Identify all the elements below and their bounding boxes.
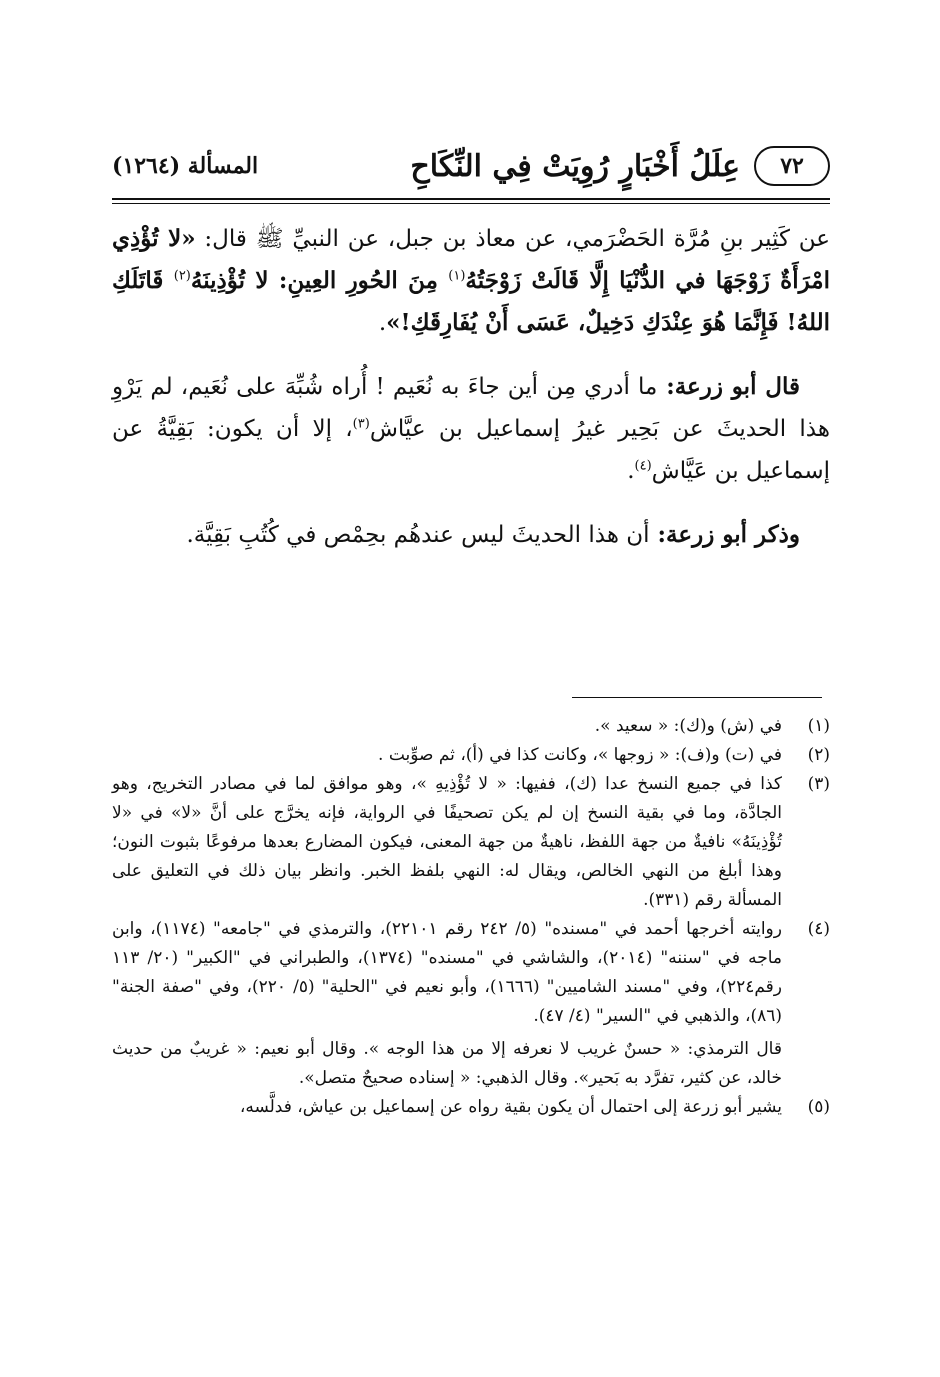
header-rule — [112, 198, 830, 200]
footnote-ref-1[interactable]: (١) — [448, 268, 466, 284]
hadith-end: . — [378, 310, 387, 336]
speaker-abu-zurah-2: وذكر أبو زرعة: — [649, 521, 800, 548]
footnote-text: كذا في جميع النسخ عدا (ك)، ففيها: « لا تُؤْذِيهِ »، وهو موافق لما في مصادر التخريج، وهو الجادَّة، وما في بقية النسخ إن لم يكن تصحيفًا في الرواية، فإنه يخرَّج على أنَّ «لا» في «لا تُؤْذِينَهُ» نافيةٌ من جهة اللفظ، ناهيةٌ من جهة المعنى، فيكون المضارع بعدها مرفوعًا بثبوت النون؛ وهذا أبلغ من النهي الخالص، ويقال له: النهي بلفظ الخبر. وانظر بيان ذلك في التعليق على المسألة رقم (٣٣١). — [112, 774, 782, 910]
header-rule-thin — [112, 203, 830, 204]
footnote-text: في (ت) و(ف): « زوجها »، وكانت كذا في (أ)، ثم صوِّبت . — [378, 745, 782, 765]
paragraph-abu-zurah-2 — [112, 514, 830, 556]
footnote-text: في (ش) و(ك): « سعيد ». — [594, 716, 782, 736]
running-header — [112, 140, 830, 192]
footnote-number: (٣) — [807, 774, 830, 794]
main-text — [112, 218, 830, 556]
footnote-2 — [112, 741, 830, 770]
page-number-badge: ٧٢ — [754, 146, 830, 186]
footnote-number: (٤) — [807, 919, 830, 939]
footnote-text-continued: قال الترمذي: « حسنٌ غريب لا نعرفه إلا من هذا الوجه ». وقال أبو نعيم: « غريبٌ من حديث خالد، عن كثير، تفرَّد به بَحير». وقال الذهبي: « إسناده صحيحٌ متصل». — [112, 1039, 782, 1088]
paragraph-abu-zurah — [112, 366, 830, 492]
footnote-ref-2[interactable]: (٢) — [173, 268, 191, 284]
footnote-text: روايته أخرجها أحمد في "مسنده" (٥/ ٢٤٢ رقم ٢٢١٠١)، والترمذي في "جامعه" (١١٧٤)، وابن ماجه في "سننه" (٢٠١٤)، والشاشي في "مسنده" (١٣٧٤)، والطبراني في "الكبير" (٢٠/ ١١٣ رقم٢٢٤)، وفي "مسند الشاميين" (١٦٦٦)، وأبو نعيم في "الحلية" (٥/ ٢٢٠)، وفي "صفة الجنة" (٨٦)، والذهبي في "السير" (٤/ ٤٧). — [112, 919, 783, 1026]
abu-zurah-2-text: أن هذا الحديثَ ليس عندهُم بحِمْص في كُتُبِ بَقِيَّة. — [186, 522, 650, 548]
footnote-number: (٢) — [807, 745, 830, 765]
footnote-4 — [112, 915, 830, 1093]
footnote-number: (١) — [807, 716, 830, 736]
speaker-abu-zurah: قال أبو زرعة: — [657, 373, 801, 400]
abu-zurah-end: . — [627, 458, 635, 484]
footnotes — [112, 712, 830, 1122]
footnote-ref-3[interactable]: (٣) — [352, 416, 370, 432]
isnad-text: عن كَثِير بنِ مُرَّة الحَضْرَمي، عن معاذ بن جبل، عن النبيِّ ﷺ قال: — [195, 226, 830, 252]
paragraph-hadith — [112, 218, 830, 344]
footnote-number: (٥) — [807, 1097, 830, 1117]
footnote-3 — [112, 770, 830, 915]
footnote-text: يشير أبو زرعة إلى احتمال أن يكون بقية رواه عن إسماعيل بن عياش، فدلَّسه، — [239, 1097, 782, 1117]
issue-label: المسألة (١٢٦٤) — [112, 153, 259, 179]
abu-zurah-text-b: ، إلا أن يكون: بَقِيَّةُ عن إسماعيل بن عَيَّاش — [112, 416, 830, 484]
hadith-text-a: «لا تُؤْذِي امْرَأَةٌ زَوْجَهَا في الدُّنْيَا إِلَّا قَالَتْ زَوْجَتُهُ — [112, 225, 830, 294]
header-title-group — [410, 146, 830, 186]
book-title: عِلَلُ أَخْبَارٍ رُوِيَتْ فِي النِّكَاحِ — [410, 148, 740, 184]
hadith-text-c: قَاتَلَكِ اللهُ! فَإِنَّمَا هُوَ عِنْدَكِ دَخِيلٌ، عَسَى أَنْ يُفَارِقَكِ!» — [112, 267, 830, 336]
hadith-text-b: مِنَ الحُورِ العِينِ: لا تُؤْذِينَهُ — [190, 267, 449, 294]
footnote-5 — [112, 1093, 830, 1122]
abu-zurah-text-a: ما أدري مِن أين جاءَ به نُعَيم ! أُراه شُبِّهَ على نُعَيم، لم يَرْوِ هذا الحديثَ عن بَحِير غيرُ إسماعيل بن عيَّاش — [112, 374, 830, 442]
footnote-separator — [572, 697, 822, 698]
footnote-1 — [112, 712, 830, 741]
footnote-ref-4[interactable]: (٤) — [634, 458, 652, 474]
